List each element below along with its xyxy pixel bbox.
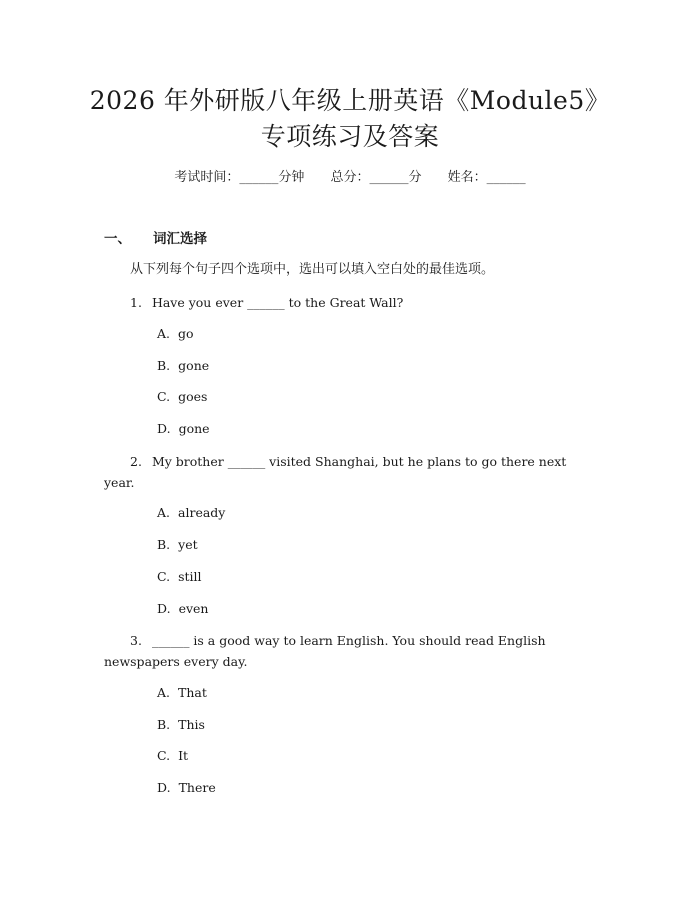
option-text: goes [178, 389, 208, 404]
exam-time-field: 考试时间：______分钟 [174, 170, 305, 185]
option-item [157, 746, 188, 766]
option-letter: D. [157, 780, 171, 795]
option-text: That [178, 685, 207, 700]
option-letter: B. [157, 717, 171, 732]
question-item [104, 630, 584, 672]
option-letter: C. [157, 389, 171, 404]
option-text: gone [178, 421, 210, 436]
question-item [104, 451, 584, 493]
option-text: It [178, 748, 189, 763]
section-heading [104, 229, 207, 249]
option-text: This [178, 717, 205, 732]
option-letter: D. [157, 421, 171, 436]
section-instruction: 从下列每个句子四个选项中，选出可以填入空白处的最佳选项。 [130, 262, 495, 277]
total-score-field: 总分：______分 [330, 170, 422, 185]
option-letter: B. [157, 537, 171, 552]
option-text: still [178, 569, 202, 584]
option-letter: B. [157, 358, 171, 373]
option-letter: A. [157, 505, 171, 520]
question-text: ______ is a good way to learn English. You should read English newspapers every day. [104, 633, 546, 669]
option-text: already [178, 505, 226, 520]
question-number: 1. [130, 295, 142, 310]
option-item [157, 715, 205, 735]
option-text: gone [178, 358, 210, 373]
option-item [157, 387, 207, 407]
option-letter: A. [157, 685, 171, 700]
option-letter: C. [157, 748, 171, 763]
exam-meta-line [0, 168, 700, 188]
option-letter: D. [157, 601, 171, 616]
option-item [157, 503, 225, 523]
question-text: My brother ______ visited Shanghai, but he plans to go there next year. [104, 454, 567, 490]
document-title-line-1: 2026 年外研版八年级上册英语《Module5》 [89, 86, 611, 115]
question-text: Have you ever ______ to the Great Wall? [151, 295, 404, 310]
question-number: 2. [130, 454, 142, 469]
option-text: There [178, 780, 216, 795]
option-letter: A. [157, 326, 171, 341]
option-item [157, 535, 198, 555]
option-item [157, 419, 210, 439]
option-letter: C. [157, 569, 171, 584]
option-item [157, 356, 209, 376]
option-item [157, 324, 194, 344]
document-title-line-2: 专项练习及答案 [260, 122, 440, 151]
section-title: 词汇选择 [153, 231, 207, 247]
option-text: go [178, 326, 194, 341]
option-item [157, 567, 202, 587]
option-item [157, 683, 207, 703]
question-number: 3. [130, 633, 142, 648]
student-name-field: 姓名：______ [447, 170, 526, 185]
section-number: 一、 [104, 231, 131, 247]
option-text: even [178, 601, 209, 616]
question-item [104, 292, 584, 313]
option-text: yet [178, 537, 198, 552]
option-item [157, 778, 216, 798]
option-item [157, 599, 208, 619]
